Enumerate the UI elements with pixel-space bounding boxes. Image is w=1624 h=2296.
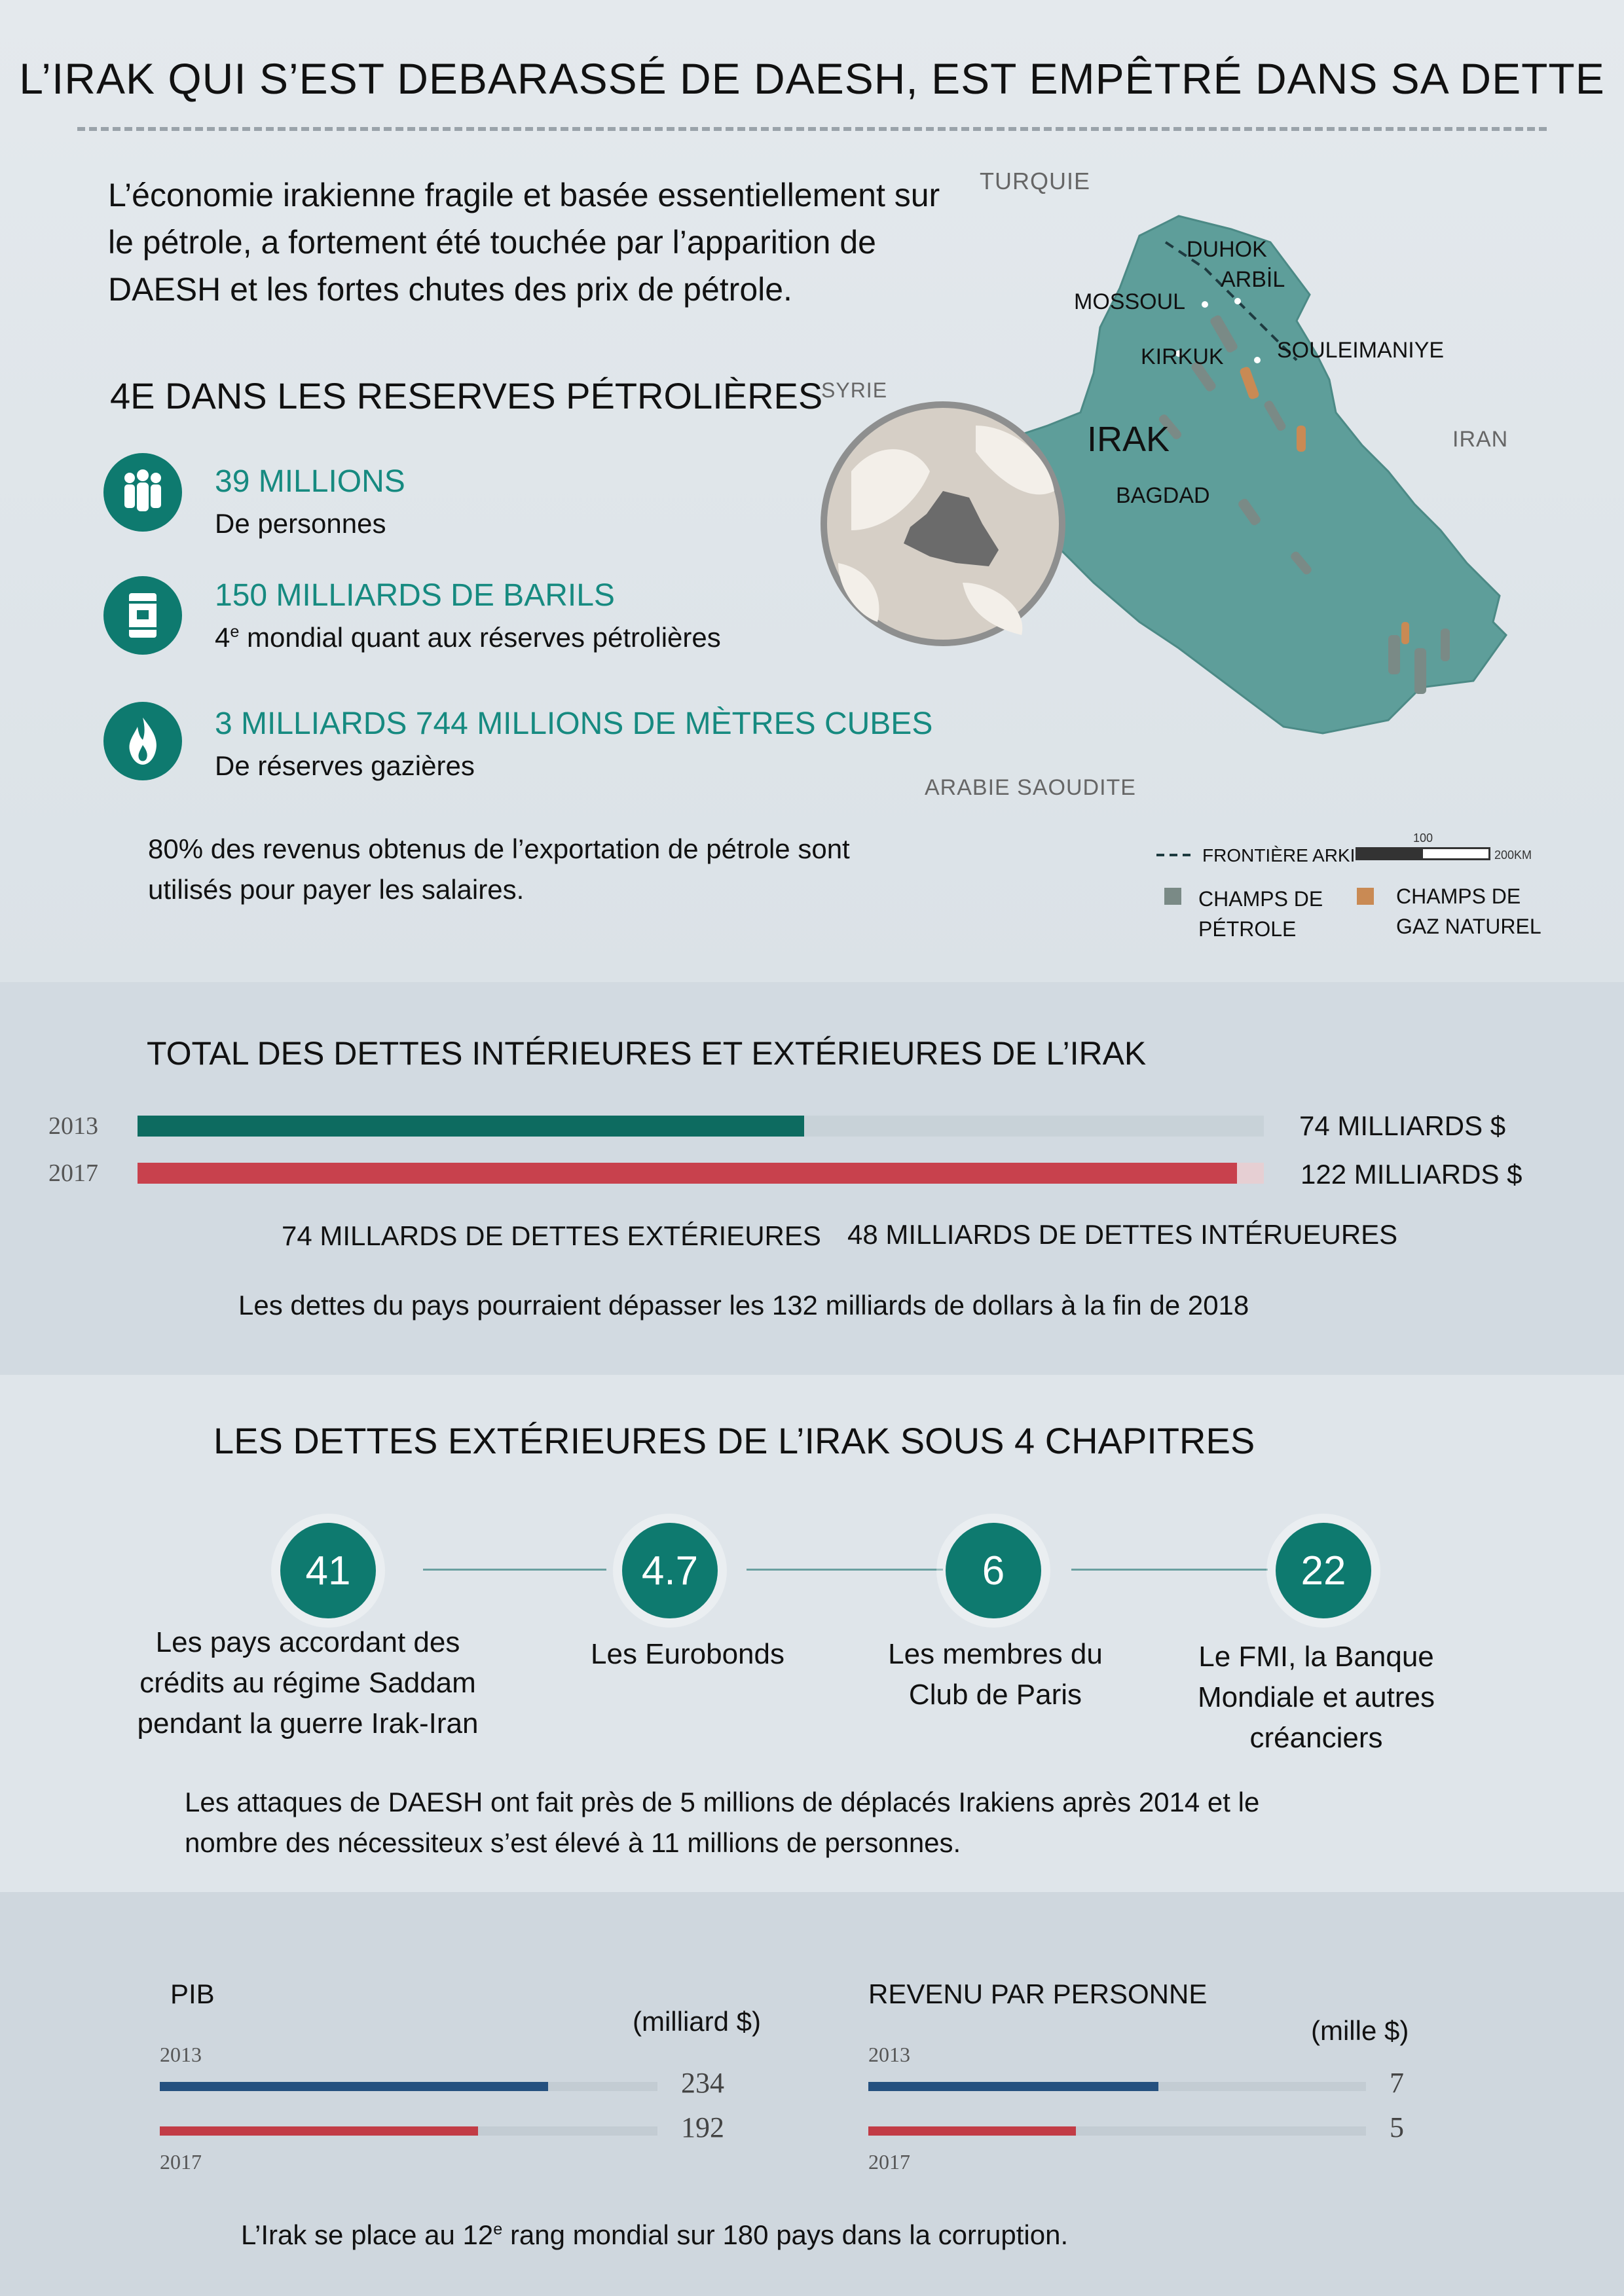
debt-chapter-circle-4: 22 (1276, 1523, 1371, 1618)
connector-1 (423, 1569, 606, 1571)
income-unit: (mille $) (1311, 2015, 1409, 2046)
debt-total-heading: TOTAL DES DETTES INTÉRIEURES ET EXTÉRIEURES DE L’IRAK (147, 1035, 1147, 1072)
income-track-2017 (868, 2126, 1366, 2136)
label-bagdad: BAGDAD (1116, 483, 1210, 508)
legend-border-swatch (1156, 848, 1198, 862)
barrel-icon (103, 576, 182, 655)
income-value-2017: 5 (1390, 2111, 1404, 2143)
debt-value-2017: 122 MILLIARDS $ (1301, 1159, 1522, 1190)
stat-oil-label: 4e mondial quant aux réserves pétrolières (215, 622, 721, 653)
legend-oil-swatch (1164, 888, 1181, 905)
pib-value-2017: 192 (681, 2111, 724, 2143)
income-value-2013: 7 (1390, 2067, 1404, 2099)
pib-title: PIB (170, 1978, 215, 2009)
debt-year-2013: 2013 (48, 1112, 98, 1140)
corruption-note: L’Irak se place au 12e rang mondial sur 180 pays dans la corruption. (241, 2219, 1069, 2250)
label-turquie: TURQUIE (980, 168, 1090, 194)
legend-scale-end: 200KM (1494, 848, 1532, 862)
displaced-note: Les attaques de DAESH ont fait près de 5 millions de déplacés Irakiens après 2014 et le nombre des nécessiteux s’est élevé à 11 millions de personnes. (185, 1787, 1260, 1858)
people-icon (103, 453, 182, 532)
legend-scale-bar (1356, 847, 1490, 860)
label-souleimaniye: SOULEIMANIYE (1277, 338, 1445, 363)
income-title: REVENU PAR PERSONNE (868, 1978, 1208, 2009)
iraq-territory (982, 216, 1509, 733)
label-irak: IRAK (1087, 420, 1170, 459)
pib-value-2013: 234 (681, 2067, 724, 2099)
legend-oil-label: CHAMPS DE PÉTROLE (1198, 887, 1323, 941)
stat-population-value: 39 MILLIONS (215, 464, 405, 499)
debt-bar-2017 (138, 1163, 1237, 1184)
flame-icon (103, 702, 182, 780)
reserves-heading: 4E DANS LES RESERVES PÉTROLIÈRES (110, 375, 823, 416)
income-track-2013 (868, 2082, 1366, 2091)
debt-chapter-label-4: Le FMI, la Banque Mondiale et autres créanciers (1198, 1641, 1435, 1754)
debt-year-2017: 2017 (48, 1159, 98, 1187)
title-divider (77, 127, 1547, 131)
income-year-2013: 2013 (868, 2043, 910, 2066)
debt-chapter-label-3: Les membres du Club de Paris (888, 1638, 1103, 1711)
label-syrie: SYRIE (821, 378, 888, 402)
salaries-note: 80% des revenus obtenus de l’exportation de pétrole sont utilisés pour payer les salaires. (148, 833, 850, 905)
debt-chapter-circle-2: 4.7 (622, 1523, 718, 1618)
stat-gas-label: De réserves gazières (215, 750, 475, 781)
label-kirkuk: KIRKUK (1141, 344, 1224, 369)
label-duhok: DUHOK (1187, 237, 1267, 262)
intro-paragraph: L’économie irakienne fragile et basée essentiellement sur le pétrole, a fortement été touchée par l’apparition de DAESH et les fortes chutes des prix de pétrole. (108, 177, 940, 308)
connector-2 (747, 1569, 943, 1571)
pib-unit: (milliard $) (633, 2006, 762, 2037)
pib-year-2017: 2017 (160, 2150, 202, 2174)
pib-bar-2017 (160, 2126, 478, 2136)
stat-oil-value: 150 MILLIARDS DE BARILS (215, 578, 615, 613)
debt-chapter-circle-3: 6 (946, 1523, 1041, 1618)
label-arbil: ARBİL (1221, 267, 1285, 292)
pib-track-2017 (160, 2126, 657, 2136)
income-year-2017: 2017 (868, 2150, 910, 2174)
debt-value-2013: 74 MILLIARDS $ (1299, 1110, 1506, 1141)
debt-external-note: 74 MILLARDS DE DETTES EXTÉRIEURES (282, 1220, 821, 1251)
income-bar-2017 (868, 2126, 1076, 2136)
stat-population-label: De personnes (215, 508, 386, 539)
legend-scale-mid: 100 (1413, 831, 1433, 845)
debt-chapter-circle-1: 41 (280, 1523, 376, 1618)
label-iran: IRAN (1452, 427, 1509, 452)
external-debt-heading: LES DETTES EXTÉRIEURES DE L’IRAK SOUS 4 CHAPITRES (213, 1420, 1255, 1461)
legend-border-label: FRONTIÈRE ARKI (1202, 845, 1356, 866)
label-mossoul: MOSSOUL (1074, 289, 1186, 314)
pib-bar-2013 (160, 2082, 548, 2091)
page-title: L’IRAK QUI S’EST DEBARASSÉ DE DAESH, EST EMPÊTRÉ DANS SA DETTE (19, 54, 1605, 103)
legend-gas-swatch (1357, 888, 1374, 905)
debt-bar-2013 (138, 1116, 804, 1137)
debt-chapter-label-1: Les pays accordant des crédits au régime Saddam pendant la guerre Irak-Iran (137, 1626, 479, 1740)
locator-globe (824, 405, 1062, 643)
income-bar-2013 (868, 2082, 1158, 2091)
debt-internal-note: 48 MILLIARDS DE DETTES INTÉRUEURES (847, 1219, 1398, 1250)
legend-gas-label: CHAMPS DE GAZ NATUREL (1396, 884, 1541, 938)
pib-track-2013 (160, 2082, 657, 2091)
connector-3 (1071, 1569, 1268, 1571)
debt-forecast-note: Les dettes du pays pourraient dépasser les 132 milliards de dollars à la fin de 2018 (238, 1290, 1249, 1321)
label-arabie-saoudite: ARABIE SAOUDITE (925, 775, 1136, 800)
debt-bar-track-2017 (138, 1163, 1264, 1184)
debt-bar-track-2013 (138, 1116, 1264, 1137)
stat-gas-value: 3 MILLIARDS 744 MILLIONS DE MÈTRES CUBES (215, 706, 933, 741)
pib-year-2013: 2013 (160, 2043, 202, 2066)
debt-chapter-label-2: Les Eurobonds (591, 1638, 784, 1670)
